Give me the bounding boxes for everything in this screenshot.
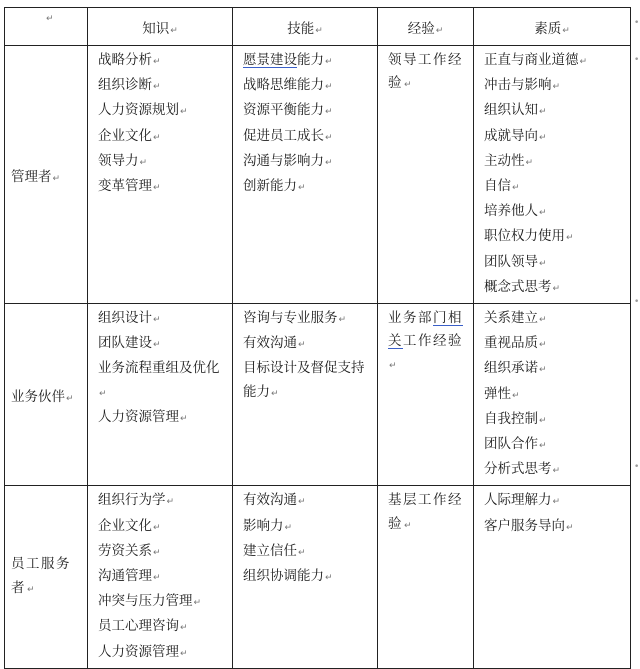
- list-item: 劳资关系↵: [98, 542, 161, 559]
- list-item: 人力资源管理↵: [98, 408, 188, 425]
- list-item: 重视品质↵: [484, 335, 547, 352]
- list-item: 愿景建设能力↵: [243, 52, 333, 68]
- skills-cell: [233, 486, 378, 668]
- list-item: 正直与商业道德↵: [484, 52, 588, 68]
- list-item: 业务流程重组及优化↵: [98, 360, 220, 399]
- list-item: 组织设计↵: [98, 310, 161, 327]
- qualities-cell: [474, 486, 631, 668]
- list-item: 创新能力↵: [243, 178, 306, 195]
- list-item: 团队领导↵: [484, 253, 547, 270]
- list-item: 冲击与影响↵: [484, 77, 561, 94]
- list-item: 自我控制↵: [484, 410, 547, 427]
- list-item: 战略思维能力↵: [243, 77, 333, 94]
- edge-mark: •: [634, 18, 640, 28]
- list-item: 组织承诺↵: [484, 360, 547, 377]
- edge-mark: •: [634, 297, 640, 307]
- experience-cell: [378, 46, 474, 304]
- row-role: 业务伙伴↵: [5, 304, 88, 486]
- table-row: [5, 486, 631, 668]
- list-item: 自信↵: [484, 178, 520, 195]
- list-item: 概念式思考↵: [484, 278, 561, 295]
- table-row: [5, 304, 631, 486]
- row-role: 员工服务者↵: [5, 486, 88, 668]
- list-item: 领导力↵: [98, 152, 148, 169]
- qualities-cell: [474, 46, 631, 304]
- list-item: 团队建设↵: [98, 335, 161, 352]
- list-item: 人力资源管理↵: [98, 643, 188, 660]
- skills-cell: [233, 46, 378, 304]
- list-item: 团队合作↵: [484, 436, 547, 453]
- list-item: 组织认知↵: [484, 102, 547, 119]
- list-item: 成就导向↵: [484, 127, 547, 144]
- list-item: 企业文化↵: [98, 517, 161, 534]
- header-qualities: 素质↵: [474, 8, 631, 46]
- list-item: 咨询与专业服务↵: [243, 310, 347, 327]
- list-item: 企业文化↵: [98, 127, 161, 144]
- experience-cell: [378, 304, 474, 486]
- list-item: 弹性↵: [484, 385, 520, 402]
- list-item: 组织诊断↵: [98, 77, 161, 94]
- header-corner: [5, 8, 88, 46]
- edge-mark: •: [634, 55, 640, 65]
- list-item: 分析式思考↵: [484, 461, 561, 478]
- corner-paragraph-mark: ↵: [46, 14, 54, 24]
- list-item: 有效沟通↵: [243, 492, 306, 509]
- list-item: 人际理解力↵: [484, 492, 561, 509]
- row-role: 管理者↵: [5, 46, 88, 304]
- list-item: 业务部门相关工作经验↵: [388, 310, 463, 372]
- list-item: 沟通与影响力↵: [243, 152, 333, 169]
- competency-table: [4, 7, 631, 669]
- list-item: 员工心理咨询↵: [98, 618, 188, 635]
- skills-cell: [233, 304, 378, 486]
- list-item: 客户服务导向↵: [484, 517, 574, 534]
- list-item: 影响力↵: [243, 517, 293, 534]
- knowledge-cell: [88, 486, 233, 668]
- list-item: 促进员工成长↵: [243, 127, 333, 144]
- list-item: 主动性↵: [484, 152, 534, 169]
- knowledge-cell: [88, 46, 233, 304]
- list-item: 战略分析↵: [98, 52, 161, 68]
- experience-cell: [378, 486, 474, 668]
- header-skills: 技能↵: [233, 8, 378, 46]
- qualities-cell: [474, 304, 631, 486]
- list-item: 沟通管理↵: [98, 568, 161, 585]
- header-knowledge: 知识↵: [88, 8, 233, 46]
- list-item: 职位权力使用↵: [484, 228, 574, 245]
- list-item: 变革管理↵: [98, 178, 161, 195]
- list-item: 有效沟通↵: [243, 335, 306, 352]
- header-row: [5, 8, 631, 46]
- header-experience: 经验↵: [378, 8, 474, 46]
- list-item: 目标设计及督促支持能力↵: [243, 360, 365, 400]
- list-item: 资源平衡能力↵: [243, 102, 333, 119]
- list-item: 冲突与压力管理↵: [98, 593, 202, 610]
- list-item: 组织协调能力↵: [243, 568, 333, 585]
- list-item: 组织行为学↵: [98, 492, 175, 509]
- list-item: 领导工作经验↵: [388, 52, 463, 92]
- knowledge-cell: [88, 304, 233, 486]
- list-item: 关系建立↵: [484, 310, 547, 327]
- edge-mark: •: [634, 462, 640, 472]
- table-row: [5, 46, 631, 304]
- list-item: 人力资源规划↵: [98, 102, 188, 119]
- list-item: 建立信任↵: [243, 542, 306, 559]
- list-item: 基层工作经验↵: [388, 492, 463, 532]
- list-item: 培养他人↵: [484, 203, 547, 220]
